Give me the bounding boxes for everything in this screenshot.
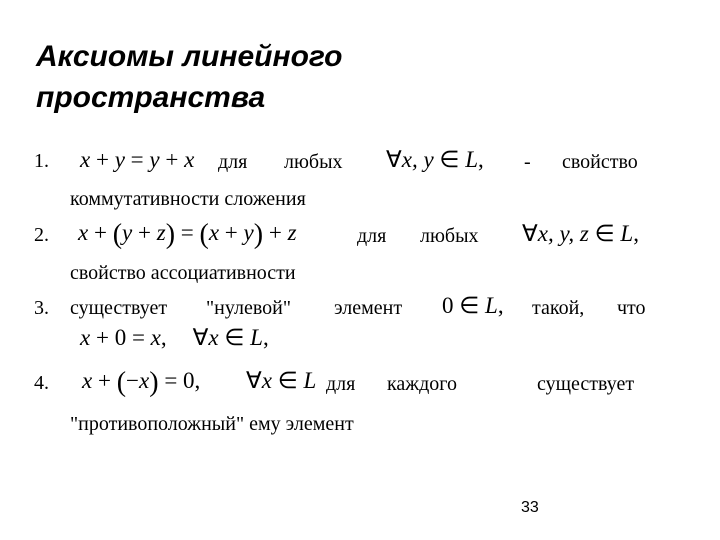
axiom-quantifier: ∀x ∈ L <box>246 368 317 393</box>
axiom-formula: x + (−x) = 0, <box>82 367 201 398</box>
axiom-continuation: свойство ассоциативности <box>70 262 296 284</box>
axiom-text: для <box>357 225 387 247</box>
axiom-text: существует <box>537 373 635 395</box>
axiom-text: существует <box>70 297 168 319</box>
axiom-formula: x + (y + z) = (x + y) + z <box>78 219 297 250</box>
axiom-formula: x + y = y + x <box>80 147 195 172</box>
axiom-continuation: x + 0 = x, ∀x ∈ L, <box>80 325 269 350</box>
axiom-quantifier: ∀x, y, z ∈ L, <box>522 221 639 246</box>
axiom-dash: - <box>524 151 531 173</box>
axiom-text: элемент <box>334 297 403 319</box>
axiom-text: такой, <box>532 297 585 319</box>
axiom-zero-element: 0 ∈ L, <box>442 293 504 318</box>
axiom-continuation: "противоположный" ему элемент <box>70 413 354 435</box>
axiom-number: 1. <box>34 150 49 172</box>
axiom-text: что <box>617 297 646 319</box>
axiom-text: любых <box>284 151 343 173</box>
axiom-text: для <box>218 151 248 173</box>
axiom-text: "нулевой" <box>206 297 292 319</box>
slide-title-line-2: пространства <box>36 81 266 114</box>
axiom-text: свойство <box>562 151 638 173</box>
axiom-number: 3. <box>34 297 49 319</box>
axiom-text: каждого <box>387 373 457 395</box>
axiom-number: 2. <box>34 224 49 246</box>
slide-title-line-1: Аксиомы линейного <box>36 40 343 73</box>
axiom-text: любых <box>420 225 479 247</box>
axiom-quantifier: ∀x, y ∈ L, <box>386 147 484 172</box>
axiom-continuation: коммутативности сложения <box>70 188 306 210</box>
axiom-text: для <box>326 373 356 395</box>
axiom-number: 4. <box>34 372 49 394</box>
page-number: 33 <box>521 499 539 516</box>
slide-title <box>36 36 496 118</box>
